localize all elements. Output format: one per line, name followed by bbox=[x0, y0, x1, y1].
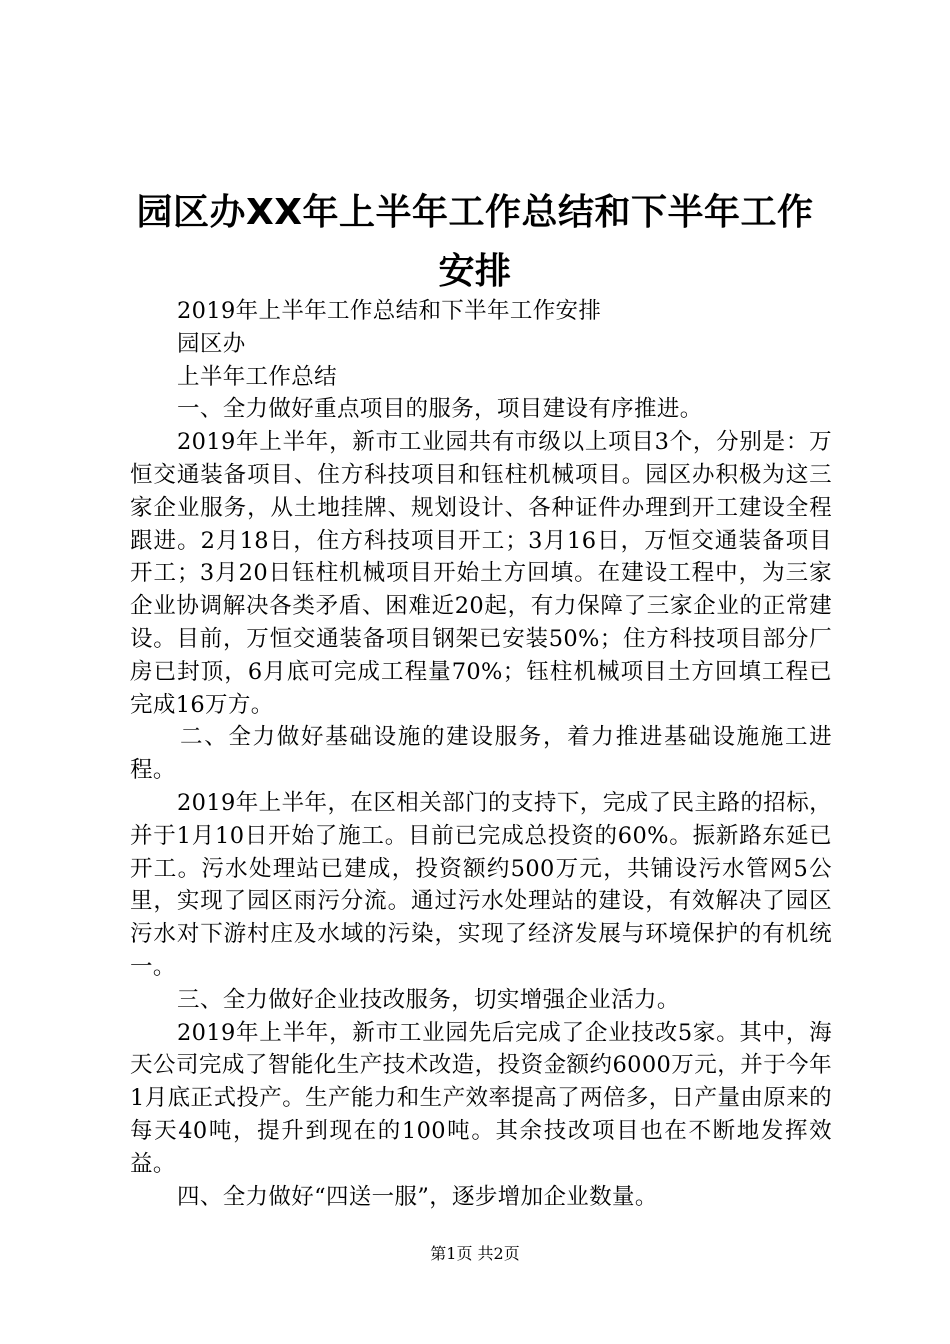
body-paragraph: 2019年上半年，新市工业园共有市级以上项目3个，分别是：万恒交通装备项目、住方科技项目和钰柱机械项目。园区办积极为这三家企业服务，从土地挂牌、规划设计、各种证件办理到开工建设全程跟进。2月18日，住方科技项目开工；3月16日，万恒交通装备项目开工；3月20日钰柱机械项目开始土方回填。在建设工程中，为三家企业协调解决各类矛盾、困难近20起，有力保障了三家企业的正常建设。目前，万恒交通装备项目钢架已安装50%；住方科技项目部分厂房已封顶，6月底可完成工程量70%；钰柱机械项目土方回填工程已完成16万方。 bbox=[130, 429, 832, 718]
item-heading: 三、全力做好企业技改服务，切实增强企业活力。 bbox=[177, 986, 680, 1013]
item-heading: 四、全力做好“四送一服”，逐步增加企业数量。 bbox=[177, 1183, 658, 1210]
document-body bbox=[130, 295, 832, 1213]
body-paragraph: 2019年上半年，在区相关部门的支持下，完成了民主路的招标，并于1月10日开始了施工。目前已完成总投资的60%。振新路东延已开工。污水处理站已建成，投资额约500万元，共铺设污水管网5公里，实现了园区雨污分流。通过污水处理站的建设，有效解决了园区污水对下游村庄及水域的污染，实现了经济发展与环境保护的有机统一。 bbox=[130, 789, 832, 980]
document-title: 园区办XX年上半年工作总结和下半年工作安排 bbox=[136, 192, 814, 292]
item-heading: 二、全力做好基础设施的建设服务，着力推进基础设施施工进程。 bbox=[130, 724, 832, 784]
item-heading: 一、全力做好重点项目的服务，项目建设有序推进。 bbox=[177, 396, 703, 423]
page-footer: 第1页 共2页 bbox=[430, 1244, 520, 1263]
author-unit: 园区办 bbox=[177, 330, 246, 357]
subtitle: 2019年上半年工作总结和下半年工作安排 bbox=[177, 298, 602, 324]
section-heading: 上半年工作总结 bbox=[177, 363, 337, 390]
body-paragraph: 2019年上半年，新市工业园先后完成了企业技改5家。其中，海天公司完成了智能化生产技术改造，投资金额约6000万元，并于今年1月底正式投产。生产能力和生产效率提高了两倍多，日产量由原来的每天40吨，提升到现在的100吨。其余技改项目也在不断地发挥效益。 bbox=[130, 1019, 832, 1177]
